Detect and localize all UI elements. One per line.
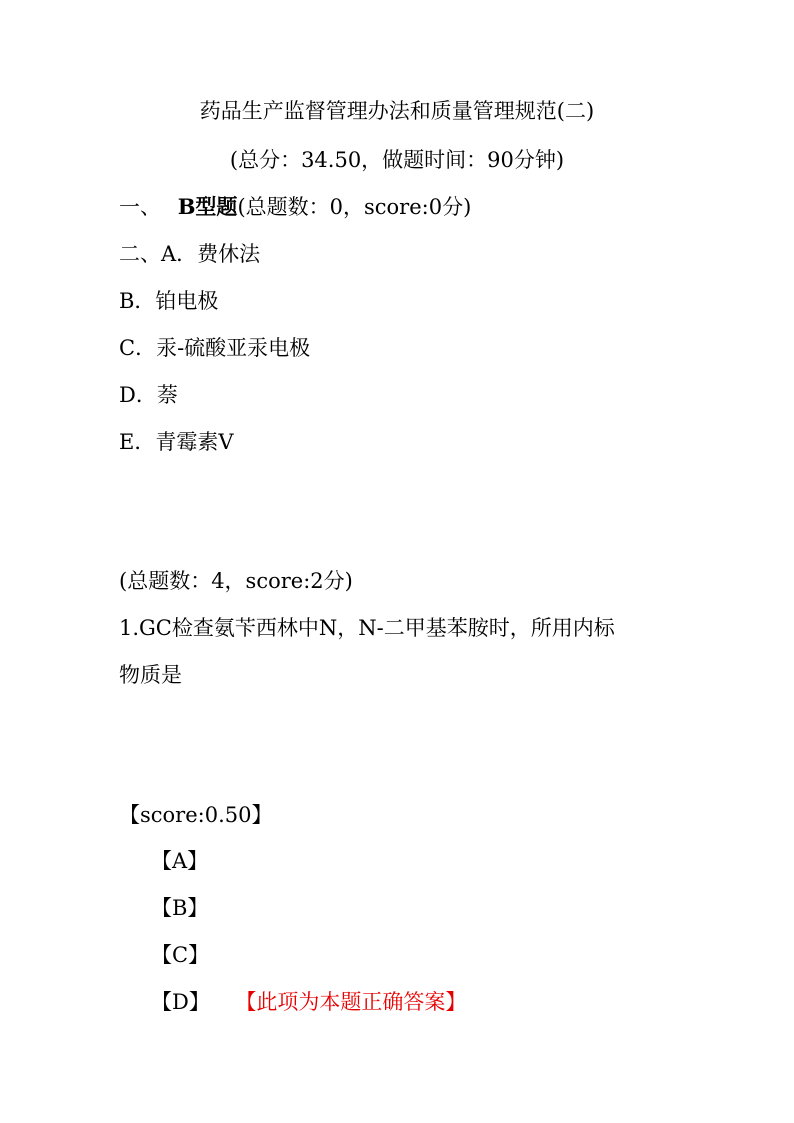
section-1-info: (总题数：0，score:0分) xyxy=(237,195,472,219)
section-1-heading xyxy=(119,192,471,222)
section-1-prefix: 一、 xyxy=(119,195,161,219)
option-line: D．萘 xyxy=(119,383,178,407)
section-1-label: B型题 xyxy=(177,194,238,219)
correct-answer-label: 【此项为本题正确答案】 xyxy=(245,990,467,1014)
choice-a: 【A】 xyxy=(151,849,209,873)
question-text-line-1: 1.GC检查氨苄西林中N，N-二甲基苯胺时，所用内标 xyxy=(119,616,615,640)
group-info: (总题数：4，score:2分) xyxy=(119,569,353,593)
option-line: B．铂电极 xyxy=(119,289,219,313)
choice-b: 【B】 xyxy=(151,896,209,920)
option-line: 二、A．费休法 xyxy=(119,242,261,266)
choice-c: 【C】 xyxy=(151,943,210,967)
option-line: C．汞-硫酸亚汞电极 xyxy=(119,336,311,360)
question-text-line-2: 物质是 xyxy=(119,663,182,687)
document-subtitle: (总分：34.50，做题时间：90分钟) xyxy=(229,148,565,172)
option-line: E．青霉素V xyxy=(119,430,234,454)
question-score: 【score:0.50】 xyxy=(119,803,273,827)
choice-d-row xyxy=(151,987,466,1017)
document-title: 药品生产监督管理办法和质量管理规范(二) xyxy=(199,99,595,123)
choice-d: 【D】 xyxy=(151,990,210,1014)
